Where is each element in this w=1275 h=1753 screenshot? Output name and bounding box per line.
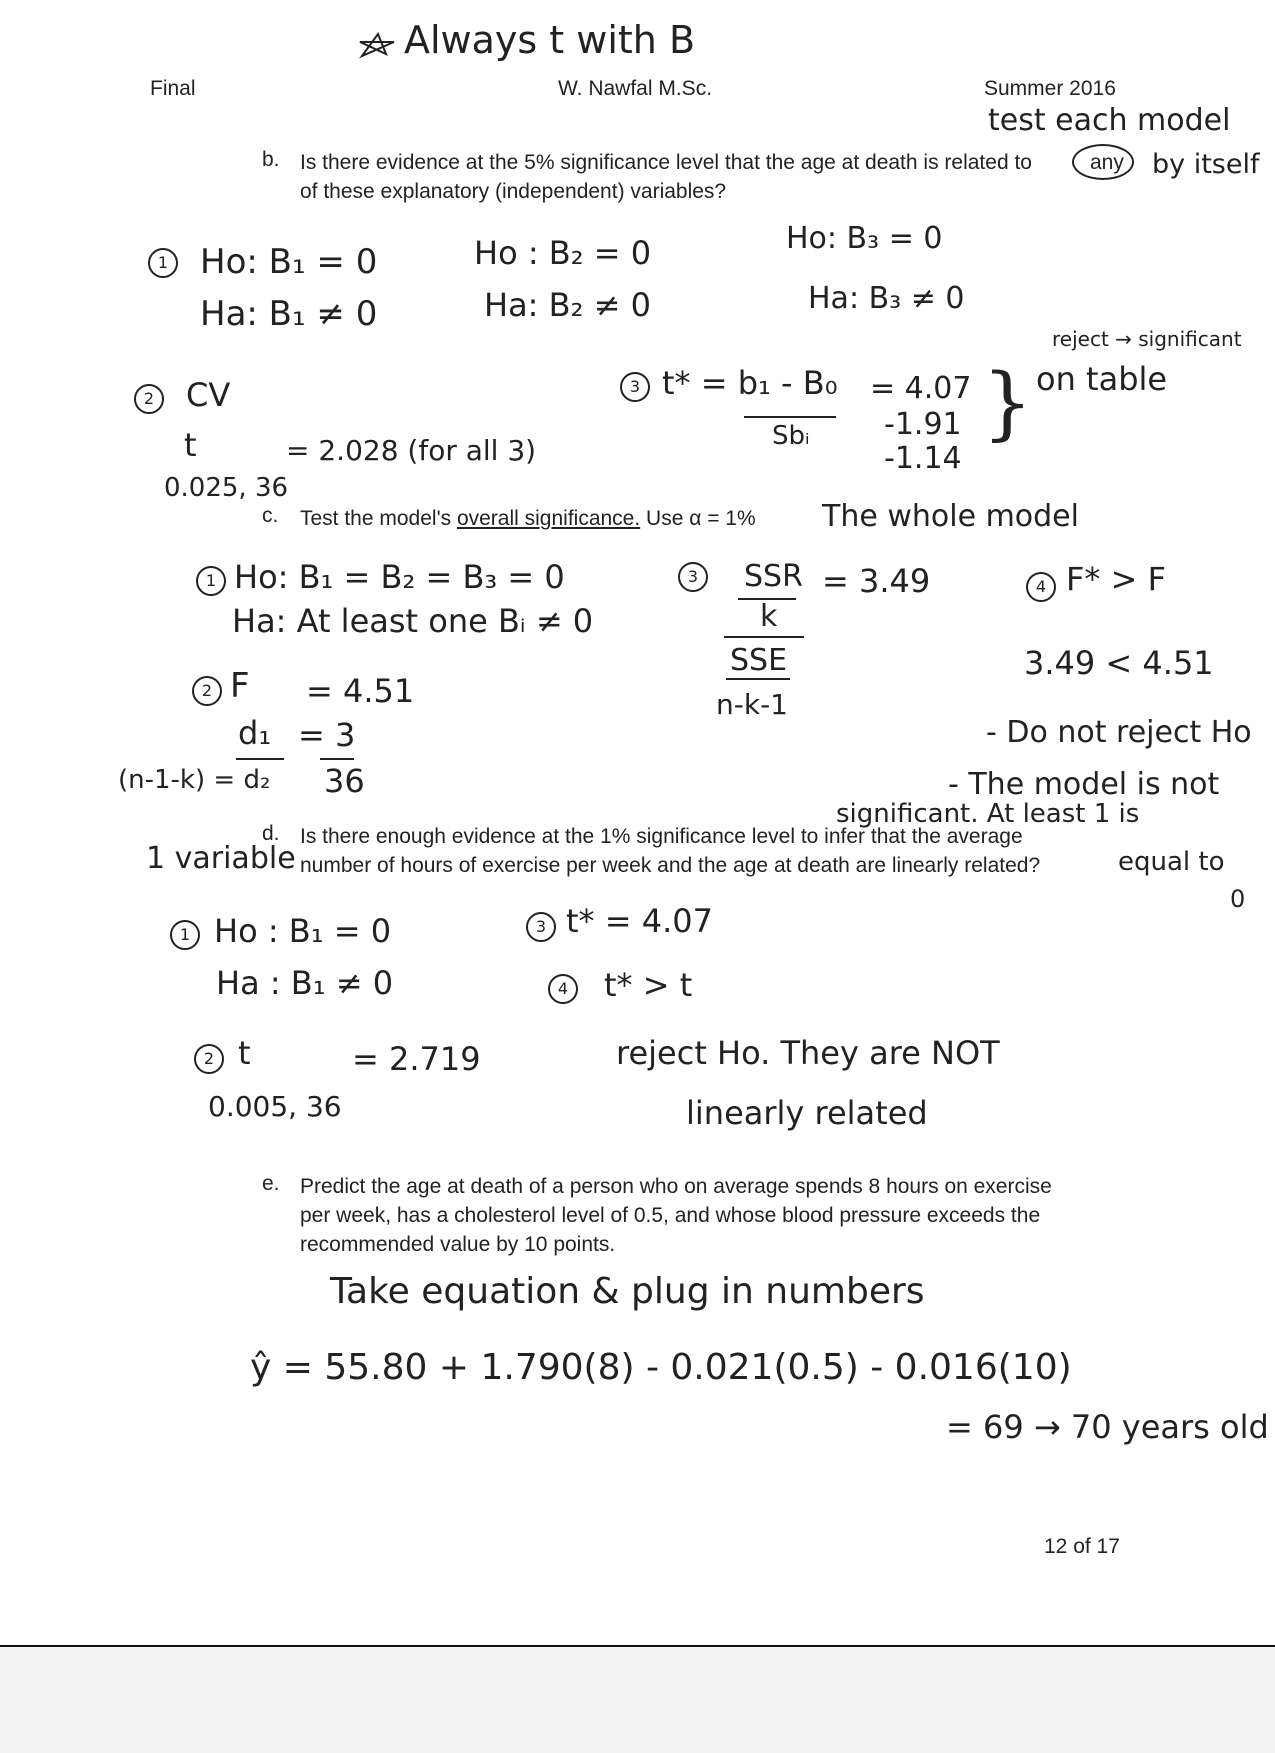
header-left: Final [150,77,196,100]
header-term: Summer 2016 [984,77,1116,100]
d-ha: Ha : B₁ ≠ 0 [216,964,394,1002]
c-ssr-value: = 3.49 [822,562,931,600]
b-ha-3: Ha: B₃ ≠ 0 [808,281,965,316]
c-whole-model-note: The whole model [822,499,1079,534]
b-tstat-fraction-bar [744,416,836,418]
question-d-text-line1: Is there enough evidence at the 1% significance level to infer that the average [300,825,1023,848]
c-ssr: SSR [744,559,803,594]
c-df-val-bot: 36 [324,762,365,800]
scan-bottom-margin [0,1645,1275,1753]
c-sse-bar [726,678,790,680]
c-f-label: F [230,666,250,706]
d-tstar: t* = 4.07 [566,902,713,940]
step-1-circle: 1 [148,248,178,278]
question-c-underlined: overall significance. [456,507,641,530]
question-e-text-line1: Predict the age at death of a person who on average spends 8 hours on exercise [300,1175,1052,1198]
page-number: 12 of 17 [1044,1535,1120,1558]
b-tval-brace: } [982,356,1033,449]
c-conclusion-5: 0 [1230,885,1246,913]
c-nk1: n-k-1 [716,688,788,721]
c-df-fraction-bar [236,758,284,760]
question-d-text-line2: number of hours of exercise per week and the age at death are linearly related? [300,854,1041,877]
d-h0: Ho : B₁ = 0 [214,912,392,950]
c-conclusion-3: significant. At least 1 is [836,799,1140,829]
b-h0-2: Ho : B₂ = 0 [474,234,652,272]
question-c-text-1: Test the model's [300,507,452,530]
step-3-circle: 3 [620,372,650,402]
b-tval-3: -1.14 [884,441,962,476]
d-step-2-circle: 2 [194,1044,224,1074]
d-conclusion-2: linearly related [686,1094,928,1132]
b-tval-1: = 4.07 [870,371,972,406]
b-tval-2: -1.91 [884,407,962,442]
e-note: Take equation & plug in numbers [330,1271,925,1312]
c-step-1-circle: 1 [196,566,226,596]
question-c-text-2: Use α = 1% [646,507,756,530]
b-ha-1: Ha: B₁ ≠ 0 [200,294,378,334]
header-author: W. Nawfal M.Sc. [558,77,713,100]
d-t-sub: 0.005, 36 [208,1090,342,1123]
c-conclusion-2: - The model is not [948,767,1220,802]
handwritten-title: Always t with B [404,18,696,62]
c-conclusion-4: equal to [1118,847,1225,877]
c-step-4-circle: 4 [1026,572,1056,602]
e-result: = 69 → 70 years old [946,1408,1269,1446]
b-cv-label: CV [186,376,231,414]
question-b-any-word: any [1090,151,1124,174]
c-f-value: = 4.51 [306,672,415,710]
question-e-text-line3: recommended value by 10 points. [300,1233,616,1256]
question-e-text-line2: per week, has a cholesterol level of 0.5, and whose blood pressure exceeds the [300,1204,1041,1227]
d-decision: t* > t [604,966,693,1004]
c-decision: F* > F [1066,560,1166,598]
c-df-val-top: = 3 [298,716,356,754]
d-conclusion-1: reject Ho. They are NOT [616,1034,1000,1072]
c-df-val-bar [320,758,354,760]
question-b-text-line1 [300,148,1032,177]
note-by-itself: by itself [1152,149,1260,180]
c-h0: Ho: B₁ = B₂ = B₃ = 0 [234,558,565,596]
d-t-label: t [238,1034,251,1072]
c-sse: SSE [730,643,788,678]
c-step-2-circle: 2 [192,676,222,706]
c-ha: Ha: At least one Bᵢ ≠ 0 [232,602,594,640]
c-k: k [760,599,778,634]
question-c-text [300,504,756,533]
b-ha-2: Ha: B₂ ≠ 0 [484,286,651,324]
b-reject-note: reject → significant [1052,327,1242,351]
question-e-letter: e. [262,1172,280,1195]
b-tstat-numerator: t* = b₁ - B₀ [662,364,838,402]
c-conclusion-1: - Do not reject Ho [986,715,1252,750]
d-t-value: = 2.719 [352,1040,481,1078]
b-cv-value: = 2.028 (for all 3) [286,434,537,467]
question-b-text-line2: of these explanatory (independent) variables? [300,180,727,203]
question-b-letter: b. [262,148,280,171]
c-df-den: (n-1-k) = d₂ [118,765,271,795]
b-h0-1: Ho: B₁ = 0 [200,242,378,282]
b-h0-3: Ho: B₃ = 0 [786,221,943,256]
c-compare: 3.49 < 4.51 [1024,644,1214,682]
d-step-4-circle: 4 [548,974,578,1004]
question-d-letter: d. [262,822,280,845]
note-test-each-model: test each model [988,103,1231,138]
star-doodle-icon [358,30,398,60]
question-b-text-1: Is there evidence at the 5% significance level that the age at death is related to [300,151,1032,174]
c-main-bar [724,636,804,638]
c-df-num: d₁ [238,714,272,752]
d-step-1-circle: 1 [170,920,200,950]
question-c-letter: c. [262,504,279,527]
b-cv-sub: 0.025, 36 [164,473,289,503]
d-side-note: 1 variable [146,841,296,876]
b-t-label: t [184,426,197,464]
b-tstat-denominator: Sbᵢ [772,421,810,451]
step-2-circle: 2 [134,384,164,414]
any-circle [1072,144,1134,180]
d-step-3-circle: 3 [526,912,556,942]
e-equation: ŷ = 55.80 + 1.790(8) - 0.021(0.5) - 0.016(10) [250,1347,1072,1388]
b-on-table-note: on table [1036,360,1168,398]
c-step-3-circle: 3 [678,562,708,592]
